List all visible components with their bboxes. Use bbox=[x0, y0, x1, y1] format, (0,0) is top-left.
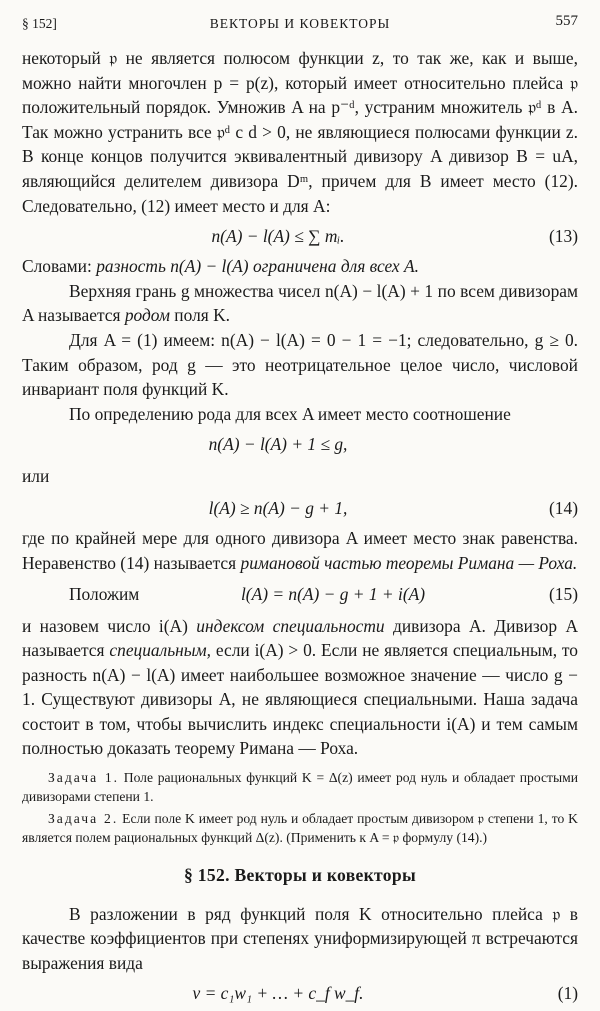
paragraph-8 bbox=[22, 614, 578, 762]
paragraph-4: Для A = (1) имеем: n(A) − l(A) = 0 − 1 = −1; следовательно, g ≥ 0. Таким образом, род g — это неотрицательное целое число, числовой инвариант поля функций K. bbox=[22, 329, 578, 400]
paragraph-3-tail: поля K. bbox=[174, 305, 231, 326]
paragraph-6-text: где по крайней мере для одного дивизора A имеет место знак равенства. Неравенство (14) называется bbox=[22, 528, 578, 573]
equation-15-row bbox=[22, 576, 578, 614]
section-heading: § 152. Векторы и ковекторы bbox=[184, 865, 416, 886]
equation-13-number: (13) bbox=[549, 225, 578, 246]
task-1-text: Поле рациональных функций K = Δ(z) имеет род нуль и обладает простыми дивизорами степени 1. bbox=[22, 770, 578, 804]
equation-13-text: n(A) − l(A) ≤ ∑ mᵢ. bbox=[211, 225, 345, 246]
paragraph-6 bbox=[22, 526, 578, 575]
paragraph-8-term-special: специальным, bbox=[109, 640, 211, 661]
paragraph-8-term-index: индексом специальности bbox=[196, 615, 385, 636]
paragraph-8-c: дивизора A. Дивизор A называется bbox=[22, 615, 579, 661]
paragraph-3-text: Верхняя грань g множества чисел n(A) − l(A) + 1 по всем дивизорам A называется bbox=[22, 280, 578, 326]
paragraph-8-e: если i(A) > 0. Если не является специальным, то разность n(A) − l(A) имеет наибольшее возможное значение — число g − 1. Существуют дивизоры A, не являющиеся специальными. Наша задача состоит в том, чтобы вычислить индекс специальности i(A) и тем самым полностью доказать теорему Римана — Роха. bbox=[22, 640, 578, 759]
equation-15-number: (15) bbox=[549, 584, 578, 605]
paragraph-2 bbox=[22, 254, 578, 279]
paragraph-5: По определению рода для всех A имеет место соотношение bbox=[69, 403, 511, 424]
or-word: или bbox=[22, 466, 50, 487]
equation-14 bbox=[22, 490, 578, 526]
tasks-block bbox=[22, 769, 578, 847]
task-2 bbox=[22, 810, 578, 847]
equation-15-text: l(A) = n(A) − g + 1 + i(A) bbox=[240, 584, 426, 605]
paragraph-6-term: римановой частью теоремы Римана — Роха. bbox=[240, 552, 578, 573]
equation-1-number: (1) bbox=[557, 983, 578, 1004]
equation-genus-text: n(A) − l(A) + 1 ≤ g, bbox=[208, 434, 348, 455]
paragraph-7: Положим bbox=[69, 584, 140, 605]
equation-14-number: (14) bbox=[549, 498, 578, 519]
equation-genus-inequality bbox=[22, 426, 578, 462]
running-header bbox=[22, 9, 578, 35]
equation-14-text: l(A) ≥ n(A) − g + 1, bbox=[208, 498, 348, 519]
task-2-label: Задача 2. bbox=[48, 811, 119, 827]
task-1 bbox=[22, 769, 578, 806]
task-2-text: Если поле K имеет род нуль и обладает простым дивизором 𝔭 степени 1, то K является полем рациональных функций Δ(z). (Применить к A = 𝔭 формулу (14).) bbox=[22, 811, 578, 845]
task-1-label: Задача 1. bbox=[48, 770, 120, 786]
header-title: ВЕКТОРЫ И КОВЕКТОРЫ bbox=[209, 16, 391, 31]
header-section: § 152] bbox=[22, 16, 57, 31]
paragraph-2-lead: Словами: bbox=[22, 256, 92, 277]
page-body bbox=[22, 46, 578, 1011]
equation-13 bbox=[22, 218, 578, 254]
paragraph-8-a: и назовем число i(A) bbox=[22, 615, 188, 636]
paragraph-3-term: родом bbox=[124, 305, 170, 326]
page-number: 557 bbox=[555, 13, 578, 29]
paragraph-1: некоторый 𝔭 не является полюсом функции z, то так же, как и выше, можно найти многочлен p = p(z), который имеет относительно плейса 𝔭 положительный порядок. Умножив A на p⁻ᵈ, устраним множитель 𝔭ᵈ в A. Так можно устранить все 𝔭ᵈ с d > 0, не являющиеся полюсами функции z. В конце концов получится эквивалентный дивизору A дивизор B = uA, являющийся делителем дивизора Dᵐ, причем для B имеет место (12). Следовательно, (12) имеет место и для A: bbox=[22, 48, 578, 216]
paragraph-2-emph: разность n(A) − l(A) ограничена для всех A. bbox=[96, 256, 419, 277]
equation-1 bbox=[22, 975, 578, 1011]
paragraph-9: В разложении в ряд функций поля K относительно плейса 𝔭 в качестве коэффициентов при степенях униформизирующей π встречаются выражения вида bbox=[22, 903, 578, 973]
paragraph-3 bbox=[22, 279, 578, 328]
equation-1-text: v = c₁w₁ + … + c_f w_f. bbox=[192, 983, 364, 1004]
